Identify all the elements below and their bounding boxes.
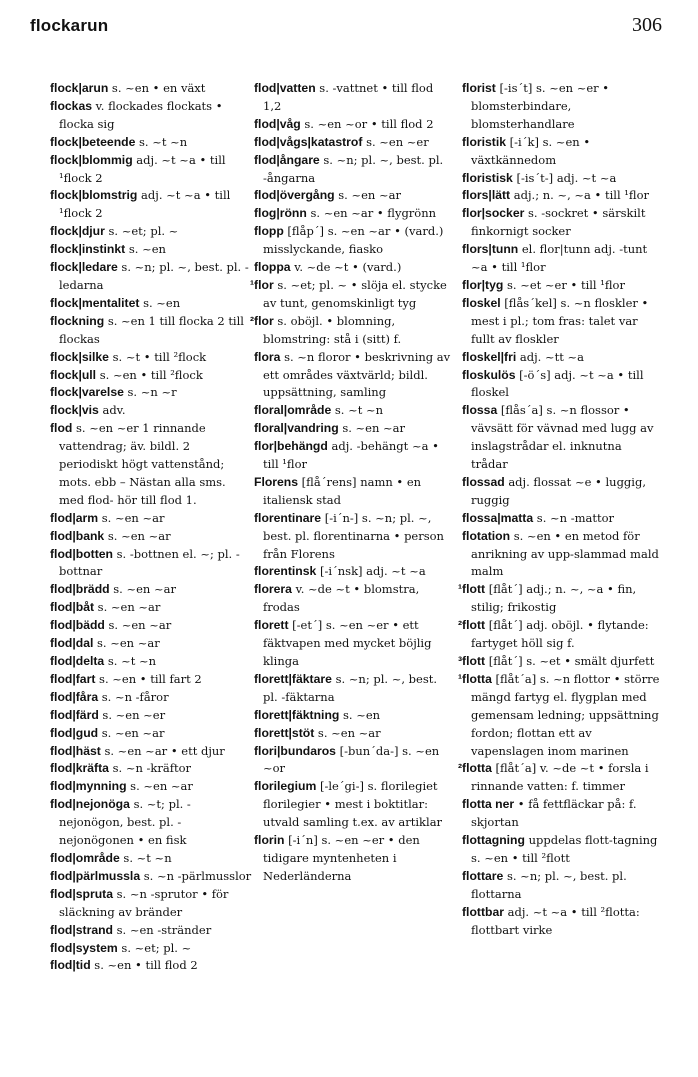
entry-headword: floral|vandring [254, 421, 339, 436]
entry-definition: s. ~t • till ²flock [108, 349, 207, 364]
entry-headword: flod|strand [50, 922, 113, 937]
entry-definition: s. -vattnet • till flod 1,2 [263, 81, 434, 113]
dictionary-entry [462, 134, 662, 170]
dictionary-entry [254, 402, 454, 420]
dictionary-entry [50, 850, 252, 868]
entry-definition: s. ~t; pl. -nejonögon, best. pl. -nejonögonen • en fisk [59, 797, 191, 848]
entry-headword: flod|fart [50, 671, 96, 686]
entry-headword: florentinsk [254, 564, 317, 579]
entry-headword: flock|beteende [50, 134, 136, 149]
dictionary-entry [50, 796, 252, 850]
dictionary-entry [462, 904, 662, 940]
dictionary-entry [462, 349, 662, 367]
entry-headword: flod|fåra [50, 689, 99, 704]
entry-definition: s. ~en ~ar [314, 725, 381, 740]
entry-headword: flod|övergång [254, 188, 335, 203]
entry-headword: floppa [254, 260, 291, 275]
entry-definition: [flåt´] s. ~et • smält djurfett [485, 654, 655, 668]
dictionary-entry [50, 528, 252, 546]
entry-headword: flock|blommig [50, 152, 133, 167]
entry-definition: s. ~et; pl. ~ [104, 224, 179, 239]
dictionary-entry [50, 313, 252, 349]
entry-headword: florera [254, 582, 292, 597]
entry-headword: flod|nejonöga [50, 797, 130, 812]
entry-definition: s. ~en ~ar [338, 421, 406, 436]
entry-headword: flod|gud [50, 725, 99, 740]
dictionary-entry [254, 671, 454, 707]
dictionary-entry [254, 259, 454, 277]
dictionary-entry [50, 707, 252, 725]
dictionary-entry [50, 402, 252, 420]
dictionary-entry [50, 510, 252, 528]
entry-definition: adj.; n. ~, ~a • till ¹flor [510, 188, 649, 203]
entry-headword: flod|kräfta [50, 761, 109, 776]
entry-headword: florett|fäktning [254, 707, 340, 722]
dictionary-entry [462, 80, 662, 134]
dictionary-entry [50, 349, 252, 367]
entry-definition: [flås´kel] s. ~n floskler • mest i pl.; tom fras: talet var fullt av floskler [471, 295, 649, 346]
entry-headword: flors|lätt [462, 188, 511, 203]
entry-definition: s. ~n; pl. ~, best. pl. -fäktarna [263, 671, 438, 704]
entry-definition: s. ~n; pl. ~, best. pl. -ångarna [263, 152, 444, 185]
entry-definition: s. -bottnen el. ~; pl. -bottnar [59, 546, 240, 579]
entry-definition: s. ~en ~ar [98, 510, 165, 525]
entry-definition: s. ~n -mattor [533, 510, 615, 525]
dictionary-entry [50, 689, 252, 707]
entry-headword: flod|brädd [50, 582, 110, 597]
dictionary-entry [50, 152, 252, 188]
entry-headword: flock|mentalitet [50, 295, 140, 310]
entry-headword: ¹flotta [458, 671, 492, 686]
entry-definition: s. ~en ~ar [104, 618, 172, 633]
entry-definition: [flås´a] s. ~n flossor • vävsätt för vävnad med lugg av inslagstrådar el. inknutna trådar [471, 403, 654, 472]
entry-definition: [-et´] s. ~en ~er • ett fäktvapen med mycket böjlig klinga [263, 618, 432, 668]
entry-definition: [flåt´a] s. ~n flottor • större mängd fartyg el. flygplan med gemensam ledning; uppsättning fordon; flottan ett av vapenslagen inom marinen [471, 671, 660, 758]
entry-headword: flock|djur [50, 224, 105, 239]
entry-definition: s. ~en ~ar • ett djur [100, 743, 225, 758]
entry-definition: s. ~en ~er [98, 707, 166, 722]
dictionary-entry [50, 98, 252, 134]
dictionary-entry [254, 563, 454, 581]
entry-definition: s. ~n floror • beskrivning av ett områdes växtvärld; bildl. uppsättning, samling [263, 349, 451, 400]
entry-definition: s. ~et; pl. ~ • slöja el. stycke av tunt, genomskinligt tyg [263, 277, 447, 310]
column-1 [50, 80, 252, 975]
entry-definition: [flåt´] adj. oböjl. • flytande: fartyget höll sig f. [471, 618, 649, 651]
dictionary-entry [254, 474, 454, 510]
entry-headword: flod|arm [50, 510, 99, 525]
entry-definition: [-le´gi-] s. florilegiet florilegier • mest i boktitlar: utvald samling t.ex. av artiklar [263, 779, 443, 830]
dictionary-entry [254, 778, 454, 832]
entry-headword: flottagning [462, 833, 525, 848]
entry-definition: s. ~n; pl. ~, best. pl. flottarna [471, 868, 627, 901]
entry-headword: flod|bädd [50, 618, 105, 633]
entry-headword: florentinare [254, 510, 322, 525]
entry-definition: s. ~en [339, 707, 381, 722]
dictionary-entry [50, 241, 252, 259]
entry-definition: adj. ~t ~a • till ¹flock 2 [59, 188, 231, 221]
entry-headword: florin [254, 833, 285, 848]
dictionary-entry [254, 187, 454, 205]
entry-headword: Florens [254, 474, 299, 489]
dictionary-entry [462, 367, 662, 403]
entry-definition: s. ~en ~ar [98, 725, 165, 740]
dictionary-entry [462, 295, 662, 349]
dictionary-entry [50, 760, 252, 778]
entry-definition: [flåp´] s. ~en ~ar • (vard.) misslyckande, fiasko [263, 224, 444, 257]
entry-headword: flossad [462, 474, 505, 489]
dictionary-entry [462, 402, 662, 474]
dictionary-entry [50, 546, 252, 582]
dictionary-entry [254, 205, 454, 223]
entry-headword: flod|botten [50, 546, 113, 561]
entry-headword: flockas [50, 98, 93, 113]
entry-definition: s. ~t ~n [135, 134, 188, 149]
entry-definition: s. ~en ~ar [334, 188, 401, 203]
dictionary-entry [462, 205, 662, 241]
dictionary-entry [458, 617, 662, 653]
entry-headword: flock|ledare [50, 260, 118, 275]
entry-definition: s. ~n -fåror [98, 689, 169, 704]
entry-headword: florett [254, 618, 289, 633]
entry-definition: [-is´t] s. ~en ~er • blomsterbindare, blomsterhandlare [471, 81, 610, 131]
entry-definition: adj. -behängt ~a • till ¹flor [263, 439, 439, 472]
entry-definition: s. oböjl. • blomning, blomstring: stå i (sitt) f. [263, 313, 402, 346]
column-2 [250, 80, 454, 886]
entry-definition: s. ~en • till fart 2 [95, 671, 202, 686]
entry-headword: flod|båt [50, 600, 95, 615]
entry-headword: ²flor [250, 313, 274, 328]
entry-definition: s. ~t ~n [119, 850, 172, 865]
entry-definition: adv. [98, 403, 126, 418]
entry-definition: s. ~en ~er [362, 134, 429, 149]
entry-headword: flossa [462, 403, 498, 418]
entry-headword: flossa|matta [462, 510, 534, 525]
entry-definition: el. flor|tunn adj. -tunt ~a • till ¹flor [471, 242, 648, 275]
entry-headword: flod|mynning [50, 779, 127, 794]
entry-headword: floristisk [462, 170, 513, 185]
dictionary-entry [50, 420, 252, 510]
dictionary-entry [50, 599, 252, 617]
entry-headword: flottare [462, 868, 504, 883]
dictionary-entry [50, 384, 252, 402]
entry-headword: florist [462, 81, 496, 95]
entry-definition: s. ~en ~ar [94, 600, 161, 615]
dictionary-entry [50, 259, 252, 295]
entry-definition: s. ~en ~er 1 rinnande vattendrag; äv. bildl. 2 periodiskt högt vattenstånd; mots. ebb – Nästan alla sms. med flod- hör till flod 1. [59, 421, 226, 507]
dictionary-entry [462, 277, 662, 295]
entry-headword: flod|tid [50, 958, 91, 973]
entry-headword: flog|rönn [254, 206, 307, 221]
column-3 [458, 80, 662, 940]
entry-definition: adj. ~t ~a • till ²flotta: flottbart virke [471, 904, 640, 937]
entry-headword: flod|häst [50, 743, 101, 758]
entry-headword: florilegium [254, 779, 317, 794]
entry-definition: s. ~en ~ar [104, 528, 171, 543]
entry-headword: florett|stöt [254, 725, 315, 740]
entry-headword: flora [254, 349, 281, 364]
entry-headword: flod|vatten [254, 81, 316, 95]
entry-definition: s. ~en ~ar [93, 636, 160, 651]
dictionary-entry [50, 725, 252, 743]
entry-headword: flotta ner [462, 797, 515, 812]
entry-headword: flod|våg [254, 116, 301, 131]
dictionary-entry [250, 277, 454, 313]
entry-definition: • få fettfläckar på: f. skjortan [471, 797, 637, 830]
entry-headword: flod|vågs|katastrof [254, 134, 363, 149]
entry-definition: s. ~et; pl. ~ [117, 940, 192, 955]
dictionary-entry [254, 743, 454, 779]
entry-headword: flod|spruta [50, 886, 113, 901]
entry-definition: s. ~en ~ar [126, 779, 193, 794]
dictionary-entry [50, 922, 252, 940]
entry-definition: s. ~en -stränder [113, 922, 212, 937]
entry-definition: s. ~en [125, 242, 166, 257]
entry-headword: floristik [462, 134, 507, 149]
entry-definition: [-bun´da-] s. ~en ~or [263, 743, 440, 776]
entry-definition: [-i´n-] s. ~n; pl. ~, best. pl. florentinarna • person från Florens [263, 510, 444, 561]
entry-definition: s. ~en • till flod 2 [90, 958, 198, 973]
entry-definition: s. ~et ~er • till ¹flor [503, 277, 625, 292]
entry-definition: s. ~n ~r [123, 385, 177, 400]
entry-definition: adj. flossat ~e • luggig, ruggig [471, 474, 646, 507]
dictionary-entry [254, 581, 454, 617]
dictionary-entry [462, 832, 662, 868]
entry-headword: flod|delta [50, 654, 105, 668]
dictionary-entry [254, 134, 454, 152]
entry-definition: s. ~en ~or • till flod 2 [300, 116, 434, 131]
entry-headword: floral|område [254, 403, 332, 418]
dictionary-entry [50, 635, 252, 653]
entry-definition: s. ~en ~ar • flygrönn [306, 206, 437, 221]
entry-headword: floskel [462, 295, 501, 310]
entry-definition: adj. ~t ~a • till ¹flock 2 [59, 152, 226, 185]
entry-headword: flock|ull [50, 367, 97, 382]
entry-headword: flock|instinkt [50, 242, 126, 257]
dictionary-entry [254, 152, 454, 188]
dictionary-entry [50, 134, 252, 152]
entry-headword: floskulös [462, 367, 516, 382]
dictionary-entry [462, 868, 662, 904]
dictionary-entry [50, 617, 252, 635]
entry-headword: flod [50, 421, 73, 436]
entry-definition: s. ~n -kräftor [108, 761, 192, 776]
dictionary-entry [50, 886, 252, 922]
entry-definition: [-i´k] s. ~en • växtkännedom [471, 134, 591, 167]
entry-definition: s. ~en • till ²flock [96, 367, 203, 382]
entry-definition: [flåt´a] v. ~de ~t • forsla i rinnande vatten: f. timmer [471, 761, 649, 794]
entry-definition: v. ~de ~t • blomstra, frodas [263, 582, 420, 615]
entry-headword: flock|arun [50, 81, 109, 95]
entry-definition: s. ~n -pärlmusslor [140, 868, 252, 883]
dictionary-entry [254, 707, 454, 725]
entry-headword: flori|bundaros [254, 743, 336, 758]
entry-headword: ²flotta [458, 761, 492, 776]
entry-definition: [-ö´s] adj. ~t ~a • till floskel [471, 367, 644, 400]
dictionary-entry [50, 295, 252, 313]
dictionary-entry [50, 957, 252, 975]
entry-headword: flod|ångare [254, 152, 320, 167]
dictionary-entry [50, 187, 252, 223]
entry-definition: s. ~en 1 till flocka 2 till flockas [59, 313, 244, 346]
dictionary-entry [254, 438, 454, 474]
dictionary-entry [254, 617, 454, 671]
entry-headword: flors|tunn [462, 242, 519, 257]
dictionary-entry [458, 760, 662, 796]
dictionary-entry [462, 474, 662, 510]
dictionary-entry [50, 743, 252, 761]
entry-headword: floskel|fri [462, 349, 517, 364]
dictionary-entry [254, 420, 454, 438]
dictionary-entry [50, 581, 252, 599]
entry-headword: flor|tyg [462, 277, 504, 292]
dictionary-entry [254, 832, 454, 886]
entry-definition: [flå´rens] namn • en italiensk stad [263, 474, 422, 507]
entry-headword: flockning [50, 313, 105, 328]
dictionary-entry [254, 223, 454, 259]
entry-headword: flock|silke [50, 349, 109, 364]
dictionary-entry [50, 653, 252, 671]
dictionary-entry [462, 241, 662, 277]
entry-headword: flottbar [462, 904, 504, 919]
entry-headword: flod|färd [50, 707, 99, 722]
entry-headword: ¹flott [458, 582, 486, 597]
dictionary-entry [462, 170, 662, 188]
page-header [30, 14, 662, 44]
entry-definition: [-is´t-] adj. ~t ~a [512, 170, 617, 185]
dictionary-entry [50, 367, 252, 385]
entry-headword: ³flott [458, 654, 486, 668]
entry-definition: s. -sockret • särskilt finkornigt socker [471, 206, 646, 239]
dictionary-entry [462, 796, 662, 832]
entry-headword: flod|bank [50, 528, 105, 543]
entry-headword: flod|system [50, 940, 118, 955]
entry-headword: flod|dal [50, 636, 94, 651]
entry-headword: flor|behängd [254, 439, 328, 454]
dictionary-entry [462, 510, 662, 528]
entry-definition: uppdelas flott-tagning s. ~en • till ²flott [471, 833, 658, 865]
dictionary-entry [50, 778, 252, 796]
entry-definition: s. ~n -sprutor • för släckning av bränder [59, 886, 229, 919]
entry-headword: flock|varelse [50, 385, 124, 400]
entry-headword: flock|vis [50, 403, 99, 418]
guide-word: flockarun [30, 16, 109, 35]
entry-headword: ²flott [458, 618, 486, 633]
dictionary-entry [50, 80, 252, 98]
dictionary-entry [50, 868, 252, 886]
entry-headword: flor|socker [462, 206, 525, 221]
entry-definition: [flåt´] adj.; n. ~, ~a • fin, stilig; frikostig [471, 582, 637, 615]
entry-headword: florett|fäktare [254, 671, 332, 686]
dictionary-entry [462, 187, 662, 205]
entry-definition: s. ~t ~n [331, 403, 384, 418]
dictionary-entry [458, 581, 662, 617]
entry-headword: flopp [254, 224, 284, 239]
dictionary-entry [254, 349, 454, 403]
entry-definition: s. ~en ~ar [109, 582, 176, 597]
dictionary-entry [254, 510, 454, 564]
dictionary-entry [50, 223, 252, 241]
entry-definition: s. ~en • en metod för anrikning av upp-slammad mald malm [471, 528, 659, 579]
dictionary-entry [458, 653, 662, 671]
entry-definition: s. ~en [139, 295, 181, 310]
entry-definition: adj. ~tt ~a [516, 349, 584, 364]
dictionary-entry [250, 313, 454, 349]
entry-definition: [-i´nsk] adj. ~t ~a [316, 564, 426, 579]
dictionary-entry [458, 671, 662, 761]
entry-headword: flock|blomstrig [50, 188, 138, 203]
dictionary-entry [50, 940, 252, 958]
entry-definition: s. ~n; pl. ~, best. pl. -ledarna [59, 260, 249, 292]
entry-definition: s. ~t ~n [104, 654, 157, 668]
dictionary-entry [254, 725, 454, 743]
entry-headword: ¹flor [250, 277, 274, 292]
dictionary-entry [50, 671, 252, 689]
page-number: 306 [632, 14, 662, 36]
entry-definition: v. ~de ~t • (vard.) [290, 260, 402, 275]
entry-headword: flod|pärlmussla [50, 868, 141, 883]
entry-headword: flotation [462, 528, 511, 543]
entry-headword: flod|område [50, 850, 120, 865]
dictionary-entry [462, 528, 662, 582]
dictionary-entry [254, 116, 454, 134]
entry-definition: s. ~en • en växt [108, 81, 206, 95]
entry-definition: v. flockades flockats • flocka sig [59, 98, 223, 131]
entry-definition: [-i´n] s. ~en ~er • den tidigare myntenheten i Nederländerna [263, 833, 420, 883]
dictionary-entry [254, 80, 454, 116]
